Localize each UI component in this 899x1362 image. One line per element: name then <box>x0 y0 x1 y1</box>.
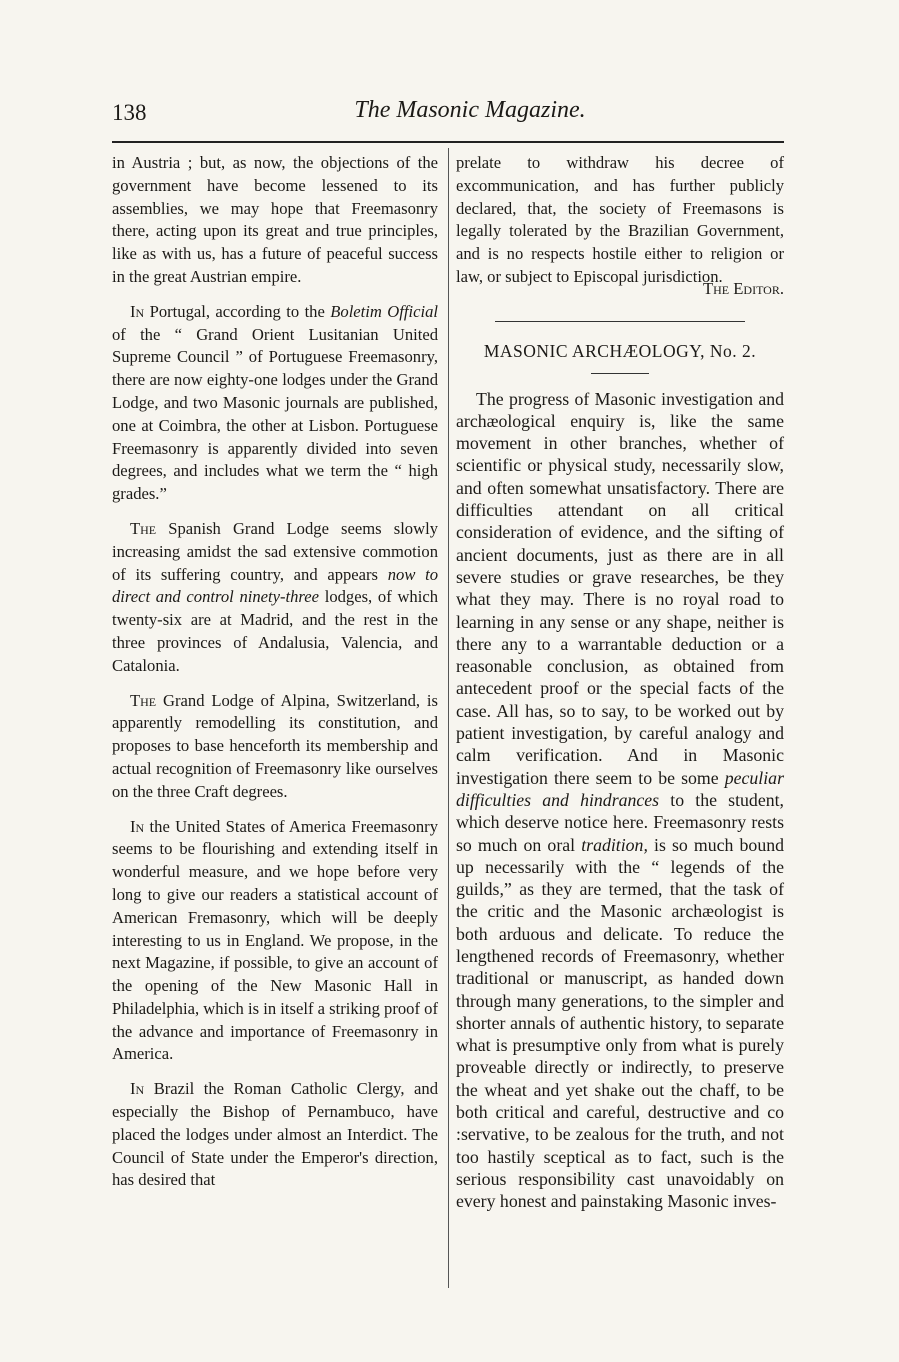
paragraph-portugal: In Portugal, according to the Boletim Official of the “ Grand Orient Lusitanian United Supreme Council ” of Portuguese Freemasonry, there are now eighty-one lodges under the Grand Lodge, and two Masonic journals are published, one at Coimbra, the other at Lisbon. Portuguese Freemasonry is apparently divided into seven degrees, and includes what we term the “ high grades.” <box>112 301 438 504</box>
section-rule <box>495 321 745 322</box>
left-column <box>112 152 438 1192</box>
paragraph-united-states: In the United States of America Freemasonry seems to be flourishing and extending itself in wonderful measure, and we hope before very long to give our readers a statistical account of American Fremasonry, which will be deeply interesting to us in England. We propose, in the next Magazine, if possible, to give an account of the opening of the New Masonic Hall in Philadelphia, which is in itself a striking proof of the advance and importance of Freemasonry in America. <box>112 816 438 1064</box>
paragraph-spain: The Spanish Grand Lodge seems slowly increasing amidst the sad extensive commotion of its suffering country, and appears now to direct and control ninety-three lodges, of which twenty-six are at Madrid, and the rest in the three provinces of Andalusia, Valencia, and Catalonia. <box>112 518 438 675</box>
header-rule <box>112 141 784 143</box>
section-title: MASONIC ARCHÆOLOGY, No. 2. <box>483 340 757 361</box>
column-divider <box>448 148 449 1288</box>
paragraph-brazil-continued: prelate to withdraw his decree of excommunication, and has further publicly declared, that, the society of Freemasons is legally tolerated by the Brazilian Government, and is no respects hostile either to religion or law, or subject to Episcopal jurisdiction. <box>456 153 784 286</box>
paragraph-brazil: In Brazil the Roman Catholic Clergy, and especially the Bishop of Pernambuco, have placed the lodges under almost an Interdict. The Council of State under the Emperor's direction, has desired that <box>112 1079 438 1190</box>
right-column <box>456 152 784 1213</box>
article-body: The progress of Masonic investigation and archæological enquiry is, like the same movement in other branches, whether of scientific or physical study, necessarily slow, and often somewhat unsatisfactory. There are difficulties attendant on all critical consideration of evidence, and the sifting of ancient documents, just as there are in all severe studies or grave researches, be they what they may. There is no royal road to learning in any sense or any shape, neither is there any to a warrantable deduction or a reasonable conclusion, as obtained from antecedent proof or the special facts of the case. All has, so to say, to be worked out by patient investigation, by careful analogy and calm verification. And in Masonic investigation there seem to be some peculiar difficulties and hindrances to the student, which deserve notice here. Freemasonry rests so much on oral tradition, is so much bound up necessarily with the “ legends of the guilds,” as they are termed, that the task of the critic and the Masonic archæologist is both arduous and delicate. To reduce the lengthened records of Freemasonry, whether traditional or manuscript, as handed down through many generations, to the simpler and shorter annals of authentic history, to separate what is presumptive only from what is purely proveable directly or indirectly, to preserve the wheat and yet shake out the chaff, to be both critical and careful, destructive and co :servative, to be zealous for the truth, and not too hastily sceptical as to fact, such is the serious responsibility cast unavoidably on every honest and painstaking Masonic inves- <box>456 388 784 1212</box>
paragraph-switzerland: The Grand Lodge of Alpina, Switzerland, is apparently remodelling its constitution, and proposes to base henceforth its membership and actual recognition of Freemasonry like ourselves on the three Craft degrees. <box>112 690 438 801</box>
running-title: The Masonic Magazine. <box>354 97 586 123</box>
page-number: 138 <box>112 100 147 125</box>
title-underline <box>591 373 649 374</box>
editor-signature: The Editor. <box>702 278 784 298</box>
paragraph-austria: in Austria ; but, as now, the objections of the government have become lessened to its assemblies, we may hope that Freemasonry there, acting upon its great and true principles, like as with us, has a future of peaceful success in the great Austrian empire. <box>112 153 438 286</box>
